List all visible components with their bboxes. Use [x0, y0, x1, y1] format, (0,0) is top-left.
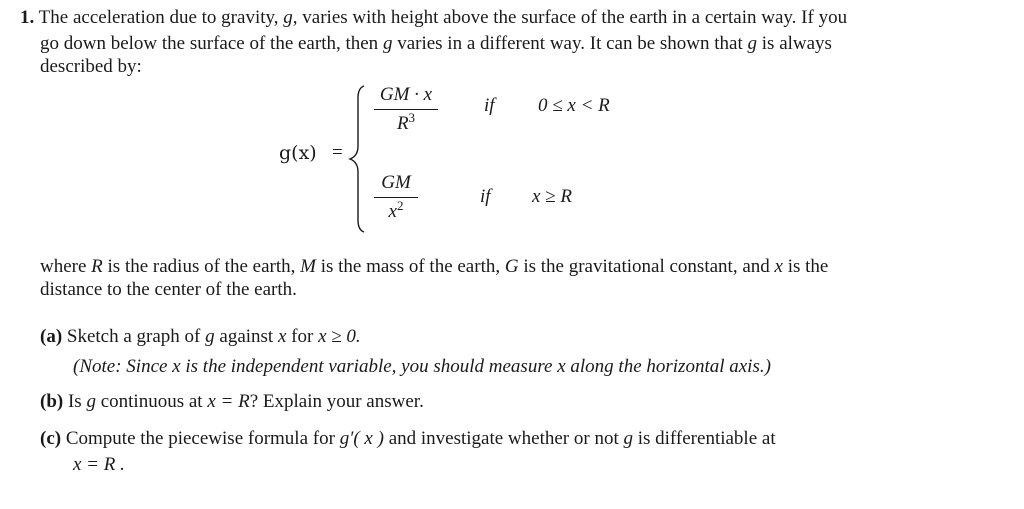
formula-equals: =	[332, 142, 343, 163]
part-b-condition: x = R	[207, 391, 250, 412]
intro-text-2c: is always	[761, 33, 832, 54]
part-a	[40, 325, 361, 348]
var-g: g	[86, 391, 96, 412]
var-M: M	[300, 256, 316, 277]
part-a-condition: x ≥ 0.	[318, 326, 361, 347]
problem-line-2	[40, 32, 832, 55]
where-text: where	[40, 256, 87, 277]
part-b-label: (b)	[40, 391, 64, 412]
intro-text-1b: , varies with height above the surface of the earth in a certain way. If you	[292, 7, 848, 28]
case1-fraction	[374, 84, 438, 135]
where-text: is the mass of the earth,	[320, 256, 501, 277]
case1-if: if	[484, 95, 495, 116]
part-c	[40, 427, 776, 450]
var-g: g	[747, 33, 758, 54]
where-text: is the gravitational constant, and	[523, 256, 770, 277]
case1-den-base: R	[396, 113, 409, 134]
case1-den-exp: 3	[408, 110, 416, 125]
problem-line-1	[20, 6, 847, 29]
part-b	[40, 390, 424, 413]
g-prime-expression: g′( x )	[339, 428, 384, 449]
var-R: R	[91, 256, 103, 277]
var-g: g	[205, 326, 215, 347]
where-line-1	[40, 255, 828, 278]
formula-lhs: g(x)	[279, 142, 317, 164]
var-g: g	[623, 428, 633, 449]
part-b-text: Is	[67, 391, 82, 412]
where-text: is the	[787, 256, 829, 277]
part-c-label: (c)	[40, 428, 62, 449]
part-a-label: (a)	[40, 326, 63, 347]
intro-text-1: The acceleration due to gravity,	[38, 7, 279, 28]
part-c-text: and investigate whether or not	[388, 428, 619, 449]
part-a-text: for	[291, 326, 314, 347]
intro-text-2a: go down below the surface of the earth, then	[40, 33, 379, 54]
var-x: x	[774, 256, 783, 277]
var-g: g	[382, 33, 393, 54]
part-a-note: (Note: Since x is the independent variable, you should measure x along the horizontal axis.)	[73, 356, 771, 377]
case1-denominator	[374, 110, 438, 135]
part-c-text: Compute the piecewise formula for	[65, 428, 335, 449]
intro-text-3: described by:	[40, 56, 142, 77]
case2-fraction	[374, 172, 418, 223]
var-g: g	[283, 7, 293, 28]
problem-number: 1.	[20, 7, 35, 28]
fraction-bar	[374, 109, 438, 110]
part-a-text: Sketch a graph of	[66, 326, 201, 347]
case2-denominator	[374, 198, 418, 223]
case1-numerator: GM · x	[379, 84, 433, 105]
var-x: x	[277, 326, 287, 347]
intro-text-2b: varies in a different way. It can be shown that	[397, 33, 743, 54]
problem-line-3	[40, 55, 142, 78]
case2-den-exp: 2	[396, 198, 404, 213]
case2-condition: x ≥ R	[532, 186, 572, 207]
part-c-line-2: x = R .	[73, 454, 125, 475]
part-a-text: against	[219, 326, 274, 347]
part-c-text: is differentiable at	[637, 428, 776, 449]
where-line-2: distance to the center of the earth.	[40, 279, 297, 300]
left-brace-icon	[346, 84, 368, 234]
case1-condition: 0 ≤ x < R	[538, 95, 610, 116]
case2-numerator: GM	[381, 172, 411, 193]
where-text: is the radius of the earth,	[107, 256, 296, 277]
part-b-text: ? Explain your answer.	[249, 391, 424, 412]
case2-den-base: x	[388, 201, 397, 222]
case2-if: if	[480, 186, 491, 207]
var-G: G	[504, 256, 519, 277]
part-b-text: continuous at	[100, 391, 203, 412]
